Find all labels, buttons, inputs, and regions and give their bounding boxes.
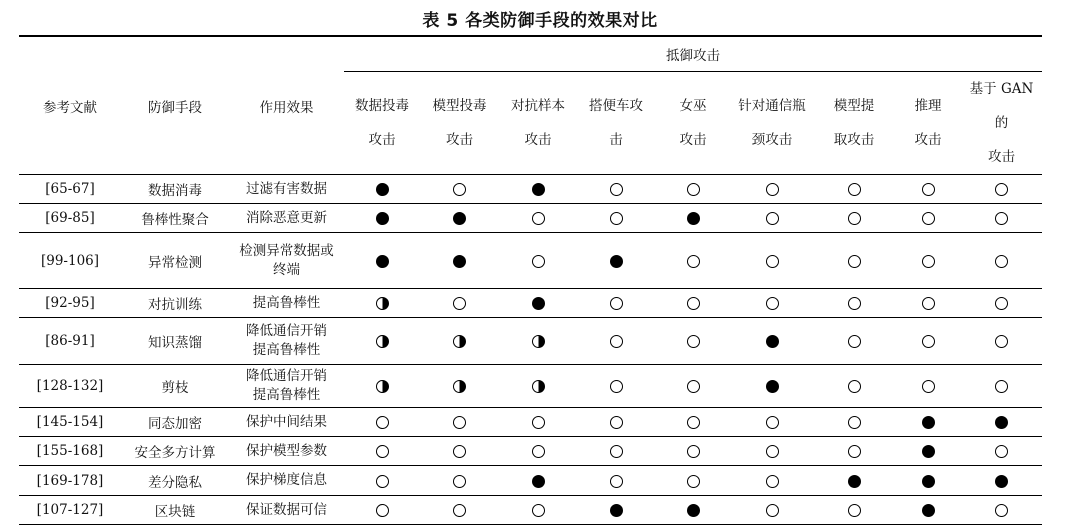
cell-mark: [895, 175, 961, 204]
cell-mark: [961, 437, 1042, 466]
empty-circle-icon: [995, 255, 1008, 268]
filled-circle-icon: [376, 212, 389, 225]
cell-ref: [99-106]: [19, 233, 121, 289]
empty-circle-icon: [766, 445, 779, 458]
cell-effect-line: 保护梯度信息: [246, 472, 327, 488]
half-filled-circle-icon: [532, 380, 545, 393]
filled-circle-icon: [453, 212, 466, 225]
cell-mark: [895, 408, 961, 437]
cell-mark: [344, 204, 420, 233]
cell-method: 同态加密: [121, 408, 229, 437]
header-attack-line1: 对抗样本: [511, 98, 565, 114]
cell-ref: [86-91]: [19, 318, 121, 365]
empty-circle-icon: [687, 380, 700, 393]
filled-circle-icon: [995, 475, 1008, 488]
cell-mark: [813, 408, 895, 437]
cell-mark: [961, 175, 1042, 204]
empty-circle-icon: [848, 445, 861, 458]
cell-mark: [499, 466, 577, 496]
cell-mark: [655, 318, 731, 365]
cell-mark: [655, 437, 731, 466]
cell-mark: [499, 437, 577, 466]
empty-circle-icon: [995, 297, 1008, 310]
empty-circle-icon: [848, 183, 861, 196]
cell-effect-line: 降低通信开销: [246, 323, 327, 339]
cell-mark: [731, 233, 813, 289]
cell-mark: [813, 365, 895, 408]
cell-ref: [169-178]: [19, 466, 121, 496]
empty-circle-icon: [532, 255, 545, 268]
empty-circle-icon: [610, 212, 623, 225]
cell-mark: [577, 318, 655, 365]
table-row: [19, 233, 1042, 289]
cell-mark: [499, 496, 577, 525]
cell-mark: [344, 233, 420, 289]
cell-mark: [577, 408, 655, 437]
table-row: [19, 437, 1042, 466]
cell-mark: [420, 204, 499, 233]
empty-circle-icon: [848, 380, 861, 393]
cell-effect-line: 降低通信开销: [246, 368, 327, 384]
cell-mark: [420, 318, 499, 365]
cell-mark: [499, 175, 577, 204]
cell-mark: [655, 289, 731, 318]
empty-circle-icon: [995, 380, 1008, 393]
header-attack-group: 抵御攻击: [344, 36, 1042, 72]
cell-mark: [420, 289, 499, 318]
cell-effect-line: 消除恶意更新: [246, 209, 327, 226]
cell-mark: [961, 496, 1042, 525]
cell-mark: [655, 408, 731, 437]
filled-circle-icon: [922, 416, 935, 429]
cell-mark: [731, 289, 813, 318]
empty-circle-icon: [687, 445, 700, 458]
cell-method: 异常检测: [121, 233, 229, 289]
half-filled-circle-icon: [376, 335, 389, 348]
cell-effect-line: 提高鲁棒性: [252, 342, 321, 358]
header-attack-line1: 女巫: [679, 98, 707, 114]
cell-effect: [229, 233, 344, 289]
cell-effect-line: 终端: [273, 261, 300, 278]
cell-mark: [961, 233, 1042, 289]
cell-mark: [731, 318, 813, 365]
cell-mark: [420, 175, 499, 204]
header-attack-line2: 攻击: [988, 149, 1015, 165]
empty-circle-icon: [848, 335, 861, 348]
half-filled-circle-icon: [376, 297, 389, 310]
header-attack-line2: 击: [609, 132, 623, 148]
cell-method: 鲁棒性聚合: [121, 204, 229, 233]
empty-circle-icon: [376, 475, 389, 488]
empty-circle-icon: [922, 255, 935, 268]
cell-mark: [420, 233, 499, 289]
filled-circle-icon: [766, 380, 779, 393]
header-attack-line2: 攻击: [679, 132, 707, 148]
filled-circle-icon: [610, 504, 623, 517]
cell-effect: [229, 408, 344, 437]
cell-mark: [344, 318, 420, 365]
cell-mark: [731, 365, 813, 408]
header-attack: [655, 72, 731, 175]
cell-mark: [813, 289, 895, 318]
header-attack-line2: 攻击: [914, 132, 942, 148]
cell-mark: [420, 496, 499, 525]
cell-effect-line: 过滤有害数据: [246, 180, 327, 197]
cell-method: 区块链: [121, 496, 229, 525]
empty-circle-icon: [848, 504, 861, 517]
header-attack: [499, 72, 577, 175]
empty-circle-icon: [922, 335, 935, 348]
empty-circle-icon: [453, 475, 466, 488]
empty-circle-icon: [995, 504, 1008, 517]
cell-effect: [229, 496, 344, 525]
cell-mark: [577, 365, 655, 408]
cell-effect-line: 提高鲁棒性: [252, 387, 321, 403]
empty-circle-icon: [922, 183, 935, 196]
cell-effect-line: 检测异常数据或: [239, 242, 334, 259]
cell-mark: [499, 289, 577, 318]
cell-mark: [344, 289, 420, 318]
cell-mark: [731, 437, 813, 466]
filled-circle-icon: [922, 475, 935, 488]
empty-circle-icon: [766, 504, 779, 517]
empty-circle-icon: [766, 183, 779, 196]
filled-circle-icon: [376, 183, 389, 196]
cell-effect-line: 提高鲁棒性: [252, 294, 321, 311]
cell-mark: [577, 289, 655, 318]
cell-mark: [813, 318, 895, 365]
empty-circle-icon: [610, 416, 623, 429]
cell-mark: [655, 204, 731, 233]
filled-circle-icon: [922, 504, 935, 517]
empty-circle-icon: [610, 475, 623, 488]
cell-effect: [229, 365, 344, 408]
filled-circle-icon: [453, 255, 466, 268]
header-attack-line2: 攻击: [446, 132, 473, 148]
cell-mark: [499, 408, 577, 437]
header-attack-line1: 模型投毒: [432, 98, 487, 114]
cell-ref: [107-127]: [19, 496, 121, 525]
cell-mark: [961, 204, 1042, 233]
cell-effect: [229, 318, 344, 365]
empty-circle-icon: [922, 380, 935, 393]
cell-method: 对抗训练: [121, 289, 229, 318]
cell-mark: [895, 496, 961, 525]
cell-mark: [961, 466, 1042, 496]
cell-mark: [895, 233, 961, 289]
empty-circle-icon: [610, 380, 623, 393]
empty-circle-icon: [687, 183, 700, 196]
empty-circle-icon: [995, 335, 1008, 348]
empty-circle-icon: [922, 212, 935, 225]
empty-circle-icon: [532, 445, 545, 458]
cell-effect-line: 保证数据可信: [246, 501, 327, 518]
cell-mark: [577, 175, 655, 204]
filled-circle-icon: [995, 416, 1008, 429]
header-attack-line2: 取攻击: [833, 132, 875, 148]
header-attack-line1: 推理: [914, 98, 942, 114]
cell-ref: [69-85]: [19, 204, 121, 233]
cell-effect: [229, 175, 344, 204]
cell-mark: [961, 408, 1042, 437]
cell-mark: [577, 204, 655, 233]
cell-method: 知识蒸馏: [121, 318, 229, 365]
cell-mark: [813, 496, 895, 525]
cell-method: 差分隐私: [121, 466, 229, 496]
filled-circle-icon: [922, 445, 935, 458]
cell-mark: [577, 233, 655, 289]
empty-circle-icon: [766, 475, 779, 488]
cell-mark: [895, 365, 961, 408]
cell-mark: [577, 466, 655, 496]
filled-circle-icon: [687, 212, 700, 225]
cell-mark: [344, 496, 420, 525]
cell-mark: [344, 175, 420, 204]
table-row: [19, 175, 1042, 204]
cell-mark: [895, 466, 961, 496]
cell-ref: [65-67]: [19, 175, 121, 204]
empty-circle-icon: [848, 255, 861, 268]
cell-mark: [344, 437, 420, 466]
empty-circle-icon: [532, 212, 545, 225]
cell-mark: [655, 466, 731, 496]
empty-circle-icon: [766, 255, 779, 268]
empty-circle-icon: [610, 183, 623, 196]
header-attack: [961, 72, 1042, 175]
cell-ref: [155-168]: [19, 437, 121, 466]
filled-circle-icon: [532, 297, 545, 310]
cell-mark: [577, 496, 655, 525]
empty-circle-icon: [376, 445, 389, 458]
filled-circle-icon: [532, 183, 545, 196]
empty-circle-icon: [995, 445, 1008, 458]
header-attack-line1: 搭便车攻: [589, 98, 643, 114]
cell-mark: [895, 204, 961, 233]
cell-mark: [420, 408, 499, 437]
cell-mark: [499, 365, 577, 408]
empty-circle-icon: [848, 212, 861, 225]
empty-circle-icon: [687, 475, 700, 488]
cell-mark: [731, 496, 813, 525]
cell-mark: [655, 175, 731, 204]
cell-mark: [961, 365, 1042, 408]
cell-method: 安全多方计算: [121, 437, 229, 466]
header-attack: [895, 72, 961, 175]
empty-circle-icon: [766, 212, 779, 225]
cell-mark: [655, 496, 731, 525]
table-row: [19, 289, 1042, 318]
cell-ref: [92-95]: [19, 289, 121, 318]
empty-circle-icon: [453, 183, 466, 196]
empty-circle-icon: [922, 297, 935, 310]
header-attack-line1: 针对通信瓶: [738, 98, 806, 114]
cell-effect-line: 保护模型参数: [246, 442, 327, 459]
cell-effect-line: 保护中间结果: [246, 413, 327, 430]
cell-mark: [344, 466, 420, 496]
header-attack-line1: 基于 GAN 的: [969, 81, 1034, 131]
cell-mark: [895, 318, 961, 365]
cell-mark: [655, 233, 731, 289]
empty-circle-icon: [848, 297, 861, 310]
cell-mark: [813, 437, 895, 466]
cell-mark: [961, 289, 1042, 318]
empty-circle-icon: [532, 504, 545, 517]
cell-mark: [813, 204, 895, 233]
cell-mark: [420, 365, 499, 408]
filled-circle-icon: [766, 335, 779, 348]
empty-circle-icon: [687, 297, 700, 310]
cell-mark: [813, 175, 895, 204]
filled-circle-icon: [376, 255, 389, 268]
header-attack: [577, 72, 655, 175]
half-filled-circle-icon: [376, 380, 389, 393]
half-filled-circle-icon: [532, 335, 545, 348]
cell-mark: [344, 408, 420, 437]
empty-circle-icon: [610, 335, 623, 348]
empty-circle-icon: [453, 416, 466, 429]
cell-mark: [813, 233, 895, 289]
empty-circle-icon: [687, 255, 700, 268]
cell-mark: [961, 318, 1042, 365]
table-caption: 表 5 各类防御手段的效果对比: [422, 11, 658, 31]
cell-effect: [229, 466, 344, 496]
empty-circle-icon: [453, 297, 466, 310]
cell-effect: [229, 204, 344, 233]
header-effect: 作用效果: [229, 36, 344, 175]
cell-method: 剪枝: [121, 365, 229, 408]
cell-effect: [229, 289, 344, 318]
cell-ref: [128-132]: [19, 365, 121, 408]
header-attack: [420, 72, 499, 175]
filled-circle-icon: [687, 504, 700, 517]
table-row: [19, 496, 1042, 525]
empty-circle-icon: [610, 445, 623, 458]
cell-method: 数据消毒: [121, 175, 229, 204]
cell-mark: [655, 365, 731, 408]
table-row: [19, 365, 1042, 408]
cell-mark: [420, 437, 499, 466]
header-attack: [813, 72, 895, 175]
empty-circle-icon: [453, 445, 466, 458]
filled-circle-icon: [848, 475, 861, 488]
cell-mark: [499, 233, 577, 289]
cell-mark: [577, 437, 655, 466]
empty-circle-icon: [376, 504, 389, 517]
header-attack-line2: 攻击: [368, 132, 396, 148]
cell-mark: [731, 408, 813, 437]
cell-mark: [499, 318, 577, 365]
half-filled-circle-icon: [453, 380, 466, 393]
header-attack-line2: 攻击: [524, 132, 552, 148]
empty-circle-icon: [995, 183, 1008, 196]
empty-circle-icon: [766, 416, 779, 429]
table-row: [19, 408, 1042, 437]
table-row: [19, 318, 1042, 365]
empty-circle-icon: [376, 416, 389, 429]
header-attack-line2: 颈攻击: [751, 132, 793, 148]
empty-circle-icon: [995, 212, 1008, 225]
empty-circle-icon: [453, 504, 466, 517]
header-attack-line1: 模型提: [833, 98, 875, 114]
half-filled-circle-icon: [453, 335, 466, 348]
cell-mark: [731, 175, 813, 204]
empty-circle-icon: [687, 416, 700, 429]
header-attack-line1: 数据投毒: [355, 98, 409, 114]
filled-circle-icon: [532, 475, 545, 488]
empty-circle-icon: [687, 335, 700, 348]
cell-mark: [731, 204, 813, 233]
header-attack: [731, 72, 813, 175]
cell-mark: [731, 466, 813, 496]
cell-mark: [420, 466, 499, 496]
empty-circle-icon: [610, 297, 623, 310]
filled-circle-icon: [610, 255, 623, 268]
cell-effect: [229, 437, 344, 466]
cell-mark: [813, 466, 895, 496]
cell-mark: [344, 365, 420, 408]
cell-mark: [895, 289, 961, 318]
cell-ref: [145-154]: [19, 408, 121, 437]
empty-circle-icon: [532, 416, 545, 429]
table-row: [19, 204, 1042, 233]
defense-comparison-table: [19, 35, 1042, 525]
header-attack: [344, 72, 420, 175]
header-ref: 参考文献: [19, 36, 121, 175]
table-row: [19, 466, 1042, 496]
cell-mark: [895, 437, 961, 466]
cell-mark: [499, 204, 577, 233]
header-method: 防御手段: [121, 36, 229, 175]
empty-circle-icon: [766, 297, 779, 310]
empty-circle-icon: [848, 416, 861, 429]
